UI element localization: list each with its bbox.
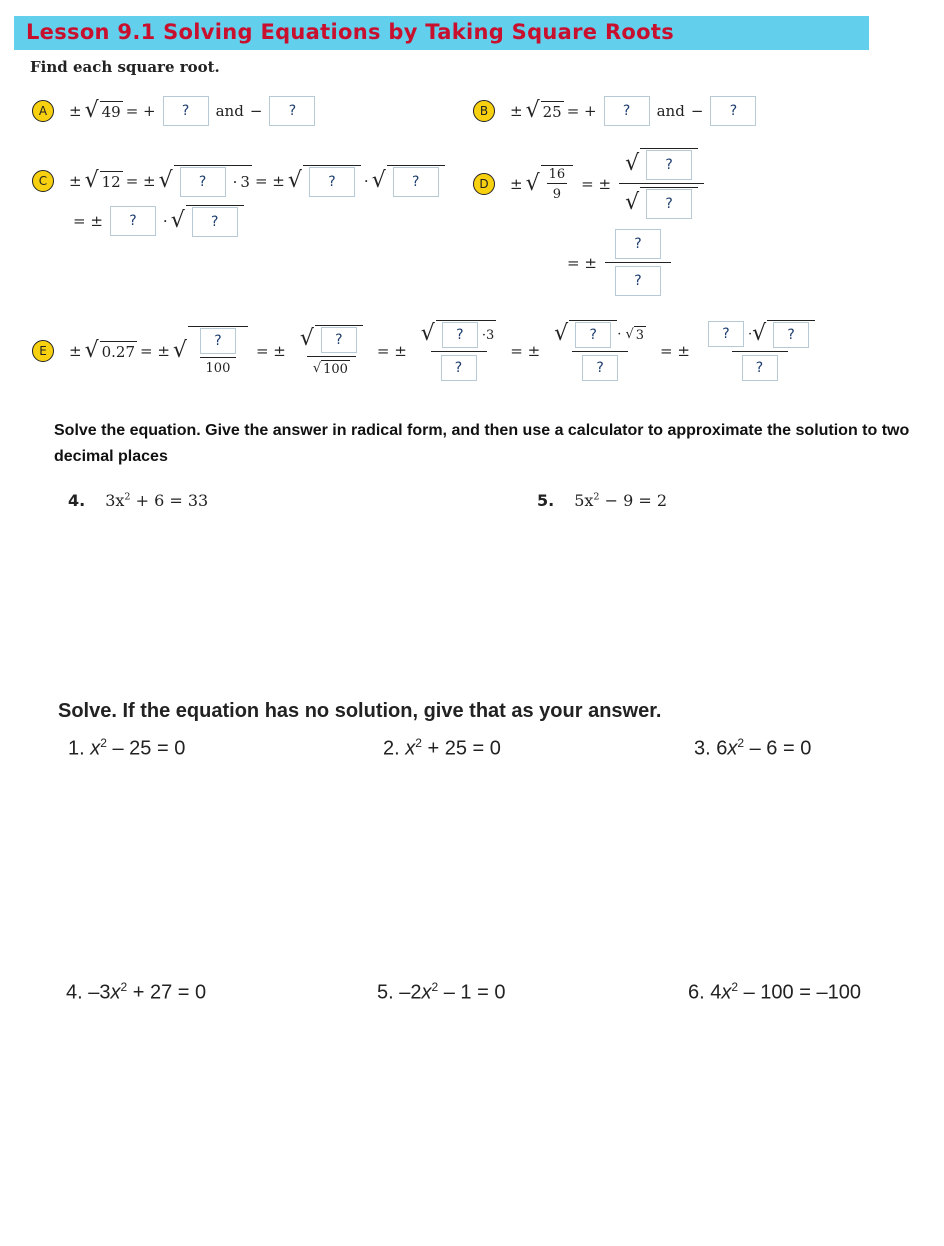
part2-instruction: Solve the equation. Give the answer in radical form, and then use a calculator to approximate the solution to two decimal places [54, 422, 910, 465]
answer-box[interactable]: ? [110, 206, 156, 236]
part3-equation-1: 1. $x^2 - 25 = 0$ [68, 736, 186, 760]
part3-equation-4: 4. $-3x^2 + 27 = 0$ [66, 980, 207, 1004]
problem-c-step2: = ± ? · √ ? [70, 205, 244, 237]
badge-a: A [32, 100, 54, 122]
answer-box[interactable]: ? [708, 321, 744, 347]
badge-b: B [473, 100, 495, 122]
problem-c: C ± √ 12 = ± √ ? · 3 = ± √ ? · √ ? [32, 165, 445, 197]
answer-box[interactable]: ? [442, 322, 478, 348]
answer-box[interactable]: ? [615, 266, 661, 296]
lesson-banner [14, 16, 869, 50]
part3-equation-3: 3. $6x^2 - 6 = 0$ [694, 736, 812, 760]
badge-d: D [473, 173, 495, 195]
part2-problem-4: 4. $3x^2 + 6 = 33$ [68, 491, 209, 510]
answer-box[interactable]: ? [163, 96, 209, 126]
part3-equation-6: 6. $4x^2 - 100 = -100$ [688, 980, 861, 1004]
answer-box[interactable]: ? [192, 207, 238, 237]
problem-d: D ± √ $\frac{16}{9}$ = ± √ ? √ ? [473, 148, 709, 219]
answer-box[interactable]: ? [393, 167, 439, 197]
answer-box[interactable]: ? [582, 355, 618, 381]
problem-e: E ± √ 0.27 = ± √ $\frac{?}{100}$ = ± √ ? √ 100 = ± √ ? · 3 ? = ± √ ? · √ 3 ? = ± ? · √ ? ? [32, 320, 826, 381]
answer-box[interactable]: ? [615, 229, 661, 259]
badge-c: C [32, 170, 54, 192]
part3-equation-2: 2. $x^2 + 25 = 0$ [383, 736, 501, 760]
answer-box[interactable]: ? [773, 322, 809, 348]
part1-instruction: Find each square root. [30, 58, 220, 76]
answer-box[interactable]: ? [180, 167, 226, 197]
answer-box[interactable]: ? [646, 189, 692, 219]
lesson-title: Lesson 9.1 Solving Equations by Taking Square Roots [26, 20, 675, 44]
answer-box[interactable]: ? [309, 167, 355, 197]
answer-box[interactable]: ? [441, 355, 477, 381]
answer-box[interactable]: ? [321, 327, 357, 353]
answer-box[interactable]: ? [200, 328, 236, 354]
answer-box[interactable]: ? [604, 96, 650, 126]
answer-box[interactable]: ? [575, 322, 611, 348]
answer-box[interactable]: ? [710, 96, 756, 126]
problem-b: B ± √ 25 = + ? and − ? [473, 96, 760, 126]
badge-e: E [32, 340, 54, 362]
answer-box[interactable]: ? [269, 96, 315, 126]
problem-d-step2: = ± $\frac{?}{?}$ [564, 229, 676, 296]
problem-a: A ± √ 49 = + ? and − ? [32, 96, 319, 126]
answer-box[interactable]: ? [742, 355, 778, 381]
answer-box[interactable]: ? [646, 150, 692, 180]
part3-instruction: Solve. If the equation has no solution, give that as your answer. [58, 700, 662, 722]
part2-problem-5: 5. $5x^2 - 9 = 2$ [537, 491, 668, 510]
part3-equation-5: 5. $-2x^2 - 1 = 0$ [377, 980, 506, 1004]
